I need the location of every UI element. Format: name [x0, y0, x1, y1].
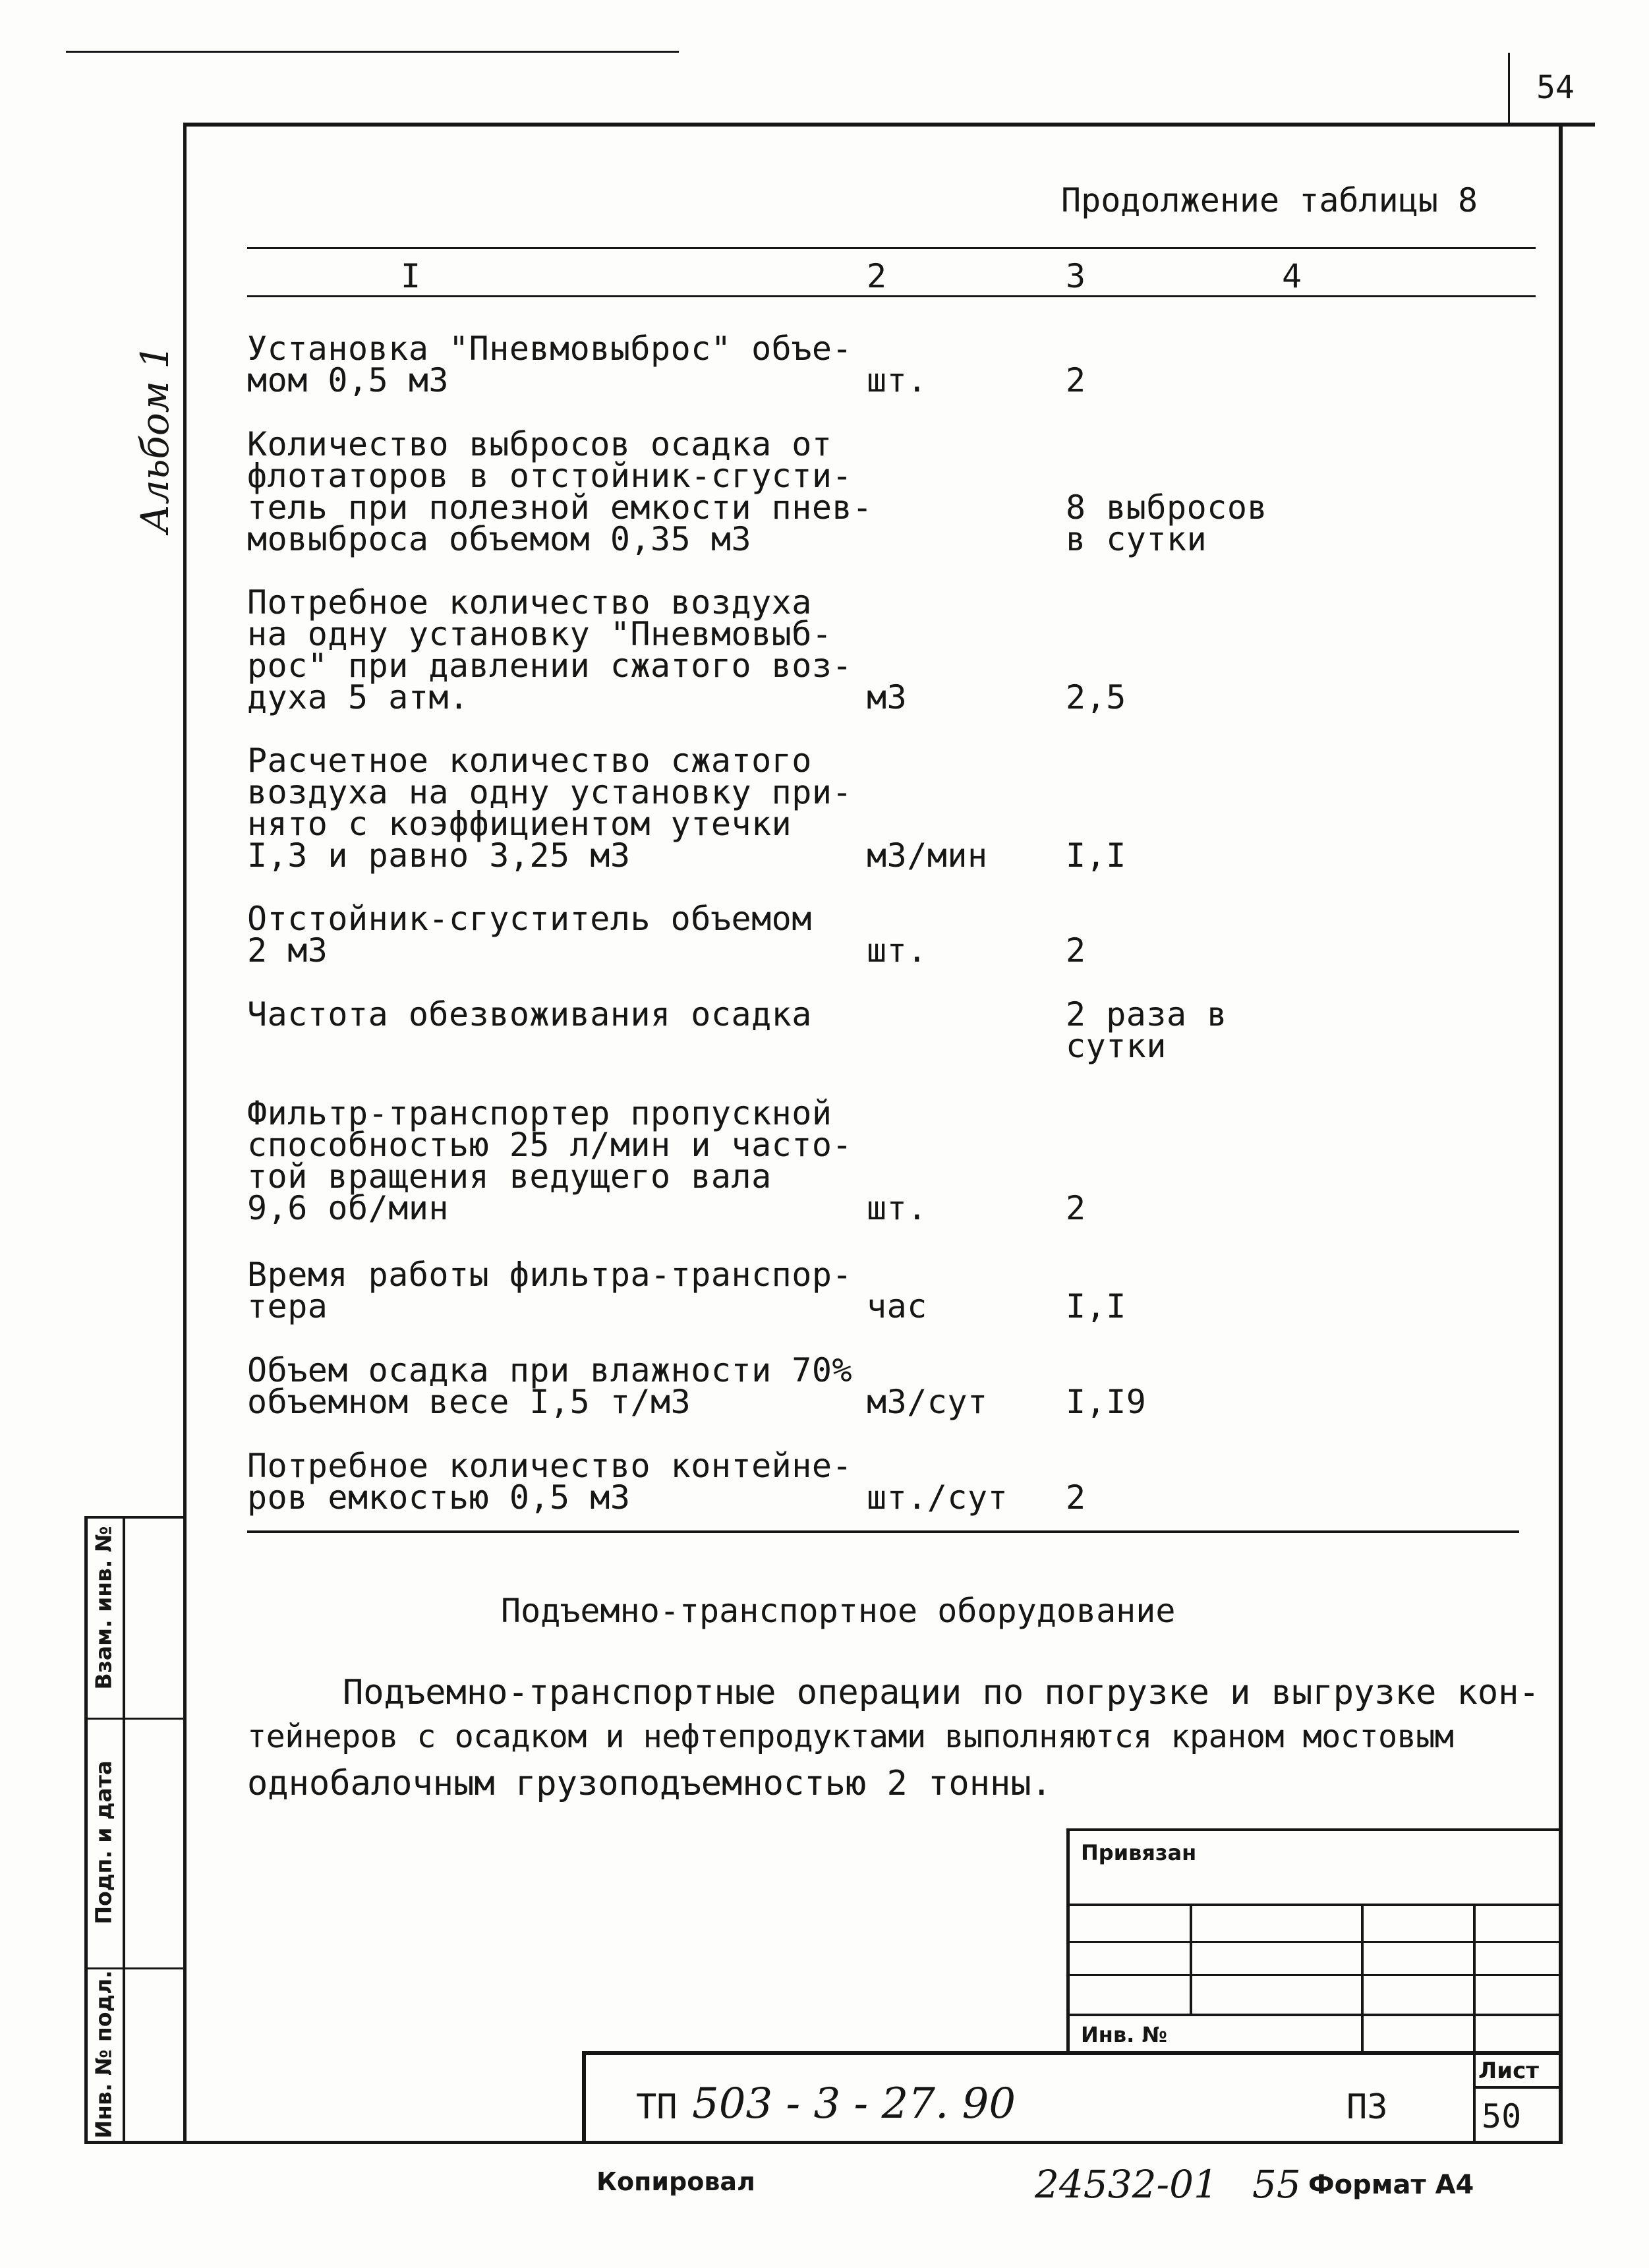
stamp-lower-top [583, 2051, 1561, 2055]
table-header-bottom [247, 295, 1536, 297]
stamp-h3 [1066, 1974, 1561, 1976]
paragraph-line-3: однобалочным грузоподъемностью 2 тонны. [247, 1764, 1052, 1803]
table-header-top [247, 247, 1536, 249]
row-9-desc-line: Объем осадка при влажности 70% [247, 1351, 853, 1389]
col-header-2: 2 [867, 257, 887, 295]
row-2-value-line: 8 выбросов [1066, 488, 1268, 527]
row-8-desc-line: тера [247, 1287, 328, 1325]
side-col-left [84, 1516, 88, 2142]
row-1-desc-line: мом 0,5 м3 [247, 361, 449, 399]
side-div-2 [84, 1967, 187, 1969]
row-2-value-line: в сутки [1066, 520, 1207, 558]
stamp-doc-prefix: ТП [636, 2087, 678, 2127]
row-3-desc-line: на одну установку "Пневмовыб- [247, 615, 832, 653]
row-6-value-line: 2 раза в [1066, 995, 1227, 1033]
row-2-desc-line: тель при полезной емкости пнев- [247, 488, 873, 527]
section-title: Подъемно-транспортное оборудование [501, 1592, 1176, 1630]
stamp-doc-part: ПЗ [1346, 2087, 1388, 2127]
page-number-box-left [1508, 53, 1510, 124]
stamp-privyazan: Привязан [1081, 1840, 1197, 1865]
row-7-desc-line: 9,6 об/мин [247, 1189, 449, 1227]
stamp-inv-no: Инв. № [1081, 2022, 1167, 2047]
row-9-desc-line: объемном весе I,5 т/м3 [247, 1383, 691, 1421]
stamp-h2 [1066, 1941, 1561, 1943]
stamp-h1 [1066, 1904, 1561, 1906]
stamp-v2 [1361, 1904, 1364, 2055]
stamp-v1 [1190, 1904, 1192, 2016]
footer-number: 24532-01 [1035, 2162, 1218, 2207]
row-4-unit: м3/мин [867, 836, 988, 875]
row-10-desc-line: Потребное количество контейне- [247, 1447, 853, 1485]
row-7-desc-line: той вращения ведущего вала [247, 1157, 772, 1196]
row-6-value-line: сутки [1066, 1027, 1167, 1065]
row-1-value-line: 2 [1066, 361, 1086, 399]
row-4-desc-line: нято с коэффициентом утечки [247, 805, 792, 843]
stamp-upper-top [1066, 1828, 1561, 1831]
row-6-desc-line: Частота обезвоживания осадка [247, 995, 812, 1033]
row-2-desc-line: флотаторов в отстойник-сгусти- [247, 457, 853, 495]
frame-bottom [84, 2141, 1563, 2144]
stamp-lower-left [582, 2051, 586, 2143]
row-4-value-line: I,I [1066, 836, 1126, 875]
col-header-4: 4 [1282, 257, 1302, 295]
row-3-desc-line: Потребное количество воздуха [247, 583, 812, 622]
table-bottom-line [247, 1530, 1519, 1533]
footer-format: Формат А4 [1308, 2170, 1474, 2200]
side-label-podp: Подп. и дата [90, 1760, 117, 1925]
paragraph-line-1: Подъемно-транспортные операции по погрузке и выгрузке кон- [343, 1673, 1540, 1712]
side-label-inv: Инв. № подл. [90, 1970, 117, 2139]
row-4-desc-line: Расчетное количество сжатого [247, 741, 812, 780]
row-8-unit: час [867, 1287, 927, 1325]
row-5-desc-line: 2 м3 [247, 931, 328, 970]
table-continuation-title: Продолжение таблицы 8 [1061, 181, 1478, 219]
row-10-desc-line: ров емкостью 0,5 м3 [247, 1478, 631, 1517]
row-10-unit: шт./сут [867, 1478, 1008, 1517]
frame-right [1559, 123, 1563, 2143]
row-3-desc-line: рос" при давлении сжатого воз- [247, 647, 853, 685]
paragraph-line-2: тейнеров с осадком и нефтепродуктами выполняются краном мостовым [247, 1718, 1454, 1755]
row-7-desc-line: способностью 25 л/мин и часто- [247, 1126, 853, 1164]
stamp-doc-code: 503 - 3 - 27. 90 [692, 2079, 1016, 2128]
row-2-desc-line: мовыброса объемом 0,35 м3 [247, 520, 752, 558]
row-3-desc-line: духа 5 атм. [247, 678, 469, 716]
row-7-unit: шт. [867, 1189, 927, 1227]
row-3-value-line: 2,5 [1066, 678, 1126, 716]
album-note: Альбом 1 [132, 344, 177, 533]
row-9-unit: м3/сут [867, 1383, 988, 1421]
stamp-list-divider [1473, 2086, 1561, 2089]
stamp-upper-left [1066, 1828, 1070, 2052]
row-10-value-line: 2 [1066, 1478, 1086, 1517]
top-line [66, 51, 679, 53]
col-header-3: 3 [1066, 257, 1086, 295]
side-col-mid [123, 1516, 125, 2142]
frame-top [185, 123, 1595, 127]
row-4-desc-line: воздуха на одну установку при- [247, 773, 853, 811]
row-9-value-line: I,I9 [1066, 1383, 1147, 1421]
row-1-desc-line: Установка "Пневмовыброс" объе- [247, 330, 853, 368]
side-div-1 [84, 1718, 187, 1720]
stamp-v3 [1473, 1904, 1476, 2141]
side-col-top [84, 1516, 187, 1519]
row-3-unit: м3 [867, 678, 908, 716]
side-label-vzam: Взам. инв. № [90, 1526, 117, 1690]
page-number: 54 [1536, 69, 1575, 106]
stamp-list-number: 50 [1482, 2097, 1522, 2136]
col-header-1: I [401, 257, 421, 295]
footer-sheet: 55 [1252, 2162, 1301, 2207]
row-4-desc-line: I,3 и равно 3,25 м3 [247, 836, 631, 875]
row-7-desc-line: Фильтр-транспортер пропускной [247, 1094, 832, 1132]
row-7-value-line: 2 [1066, 1189, 1086, 1227]
row-2-desc-line: Количество выбросов осадка от [247, 425, 832, 463]
frame-left [183, 123, 187, 2143]
stamp-list-label: Лист [1478, 2058, 1539, 2084]
row-8-desc-line: Время работы фильтра-транспор- [247, 1256, 853, 1294]
footer-copied: Копировал [596, 2167, 755, 2196]
row-5-unit: шт. [867, 931, 927, 970]
row-5-desc-line: Отстойник-сгуститель объемом [247, 900, 812, 938]
row-8-value-line: I,I [1066, 1287, 1126, 1325]
row-5-value-line: 2 [1066, 931, 1086, 970]
row-1-unit: шт. [867, 361, 927, 399]
stamp-h4 [1066, 2014, 1561, 2016]
